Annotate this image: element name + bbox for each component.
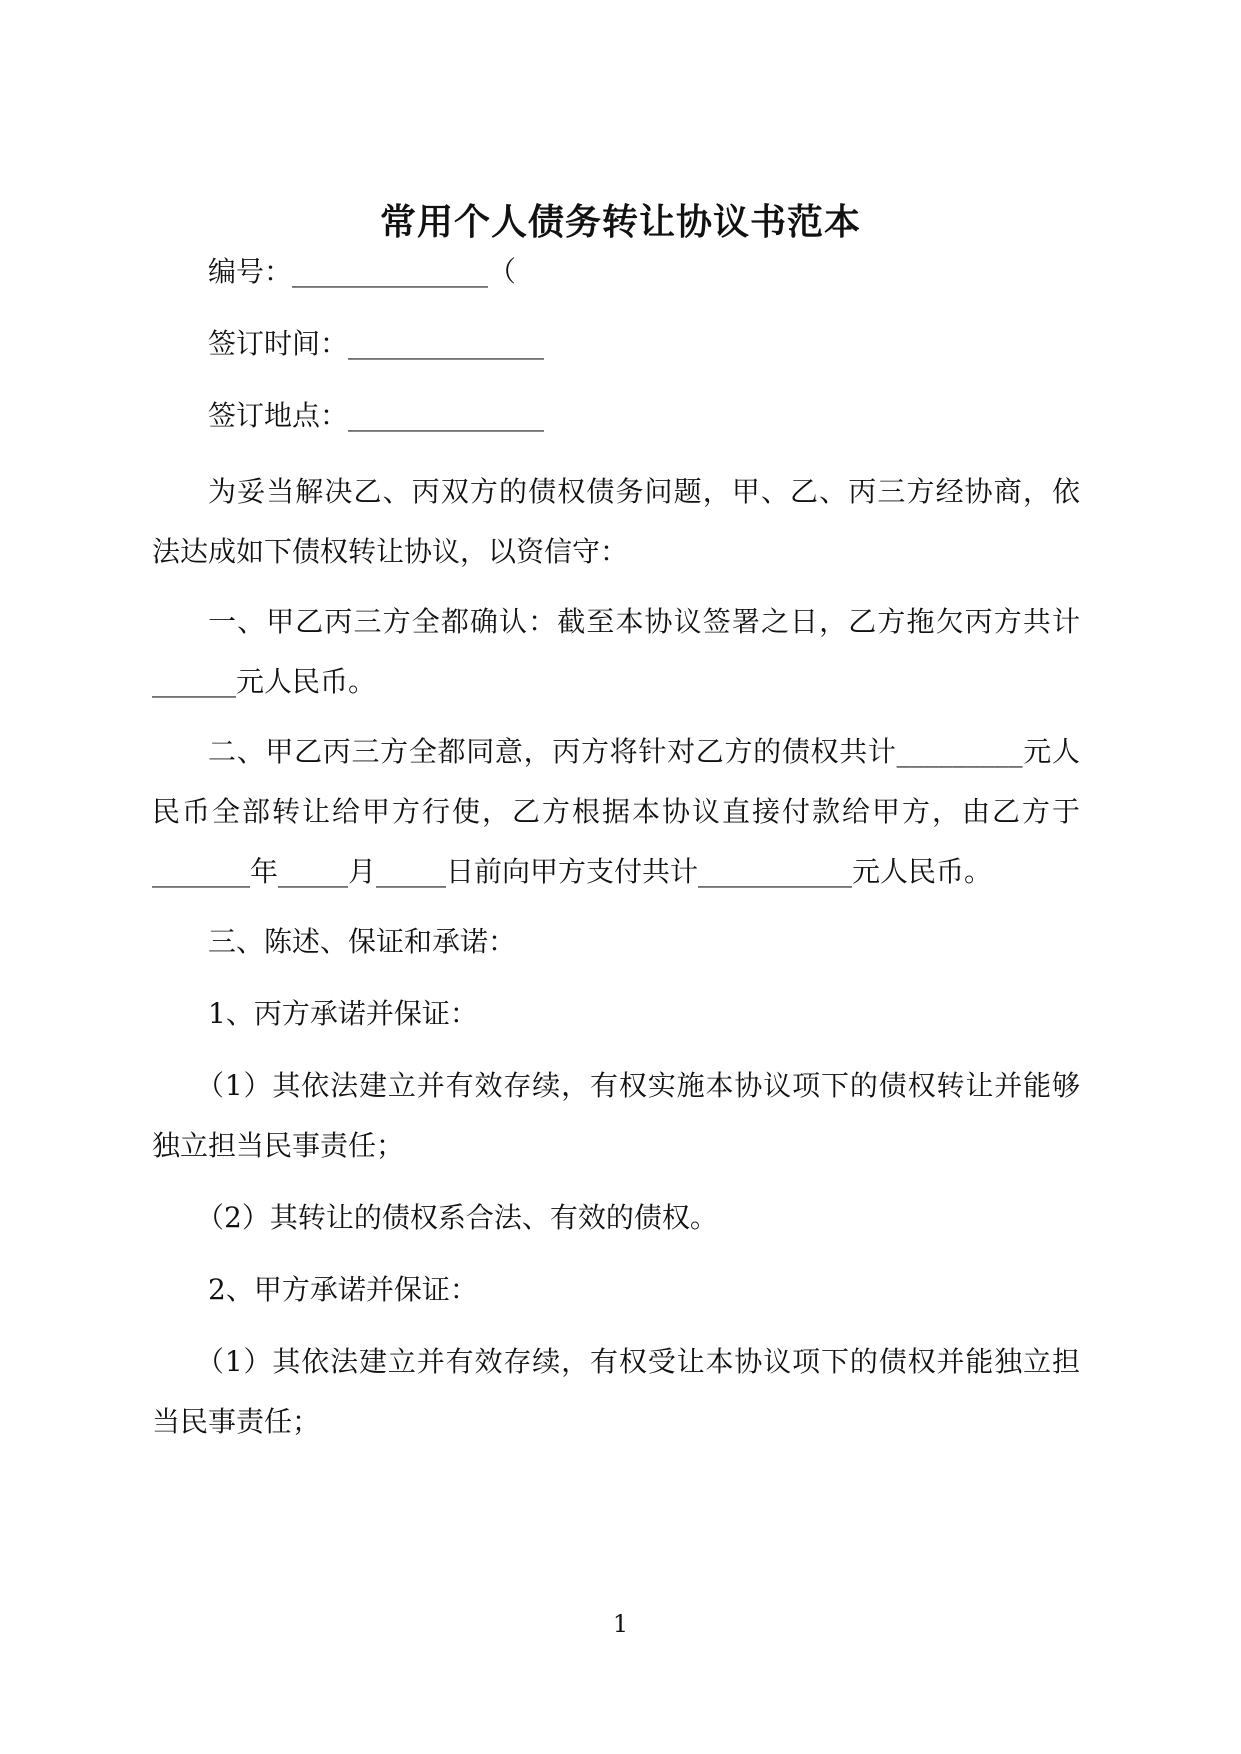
clause-1-line-1: 一、甲乙丙三方全都确认：截至本协议签署之日，乙方拖欠丙方共计 [208,605,1080,638]
clause-2-line-3: _______年_____月_____日前向甲方支付共计___________元人民币。 [152,855,993,888]
clause-3-1-item-1-line-2: 独立担当民事责任； [152,1129,405,1162]
clause-2-line-2: 民币全部转让给甲方行使，乙方根据本协议直接付款给甲方，由乙方于 [152,795,1080,828]
signing-time-field: 签订时间：______________ [208,327,545,360]
document-title: 常用个人债务转让协议书范本 [379,201,861,243]
signing-place-field: 签订地点：______________ [208,399,545,432]
clause-1-line-2: ______元人民币。 [152,665,377,698]
clause-3-2-heading: 2、甲方承诺并保证： [208,1273,478,1306]
clause-3-1-item-1-line-1: （1）其依法建立并有效存续，有权实施本协议项下的债权转让并能够 [196,1069,1080,1102]
clause-3-heading: 三、陈述、保证和承诺： [208,925,517,958]
preamble-line-2: 法达成如下债权转让协议，以资信守： [152,535,629,568]
clause-3-2-item-1-line-2: 当民事责任； [152,1405,321,1438]
contract-number-field: 编号：______________（ [208,255,517,288]
page-number: 1 [612,1610,629,1638]
clause-3-1-heading: 1、丙方承诺并保证： [208,997,478,1030]
clause-2-line-1: 二、甲乙丙三方全都同意，丙方将针对乙方的债权共计_________元人 [208,735,1080,768]
clause-3-2-item-1-line-1: （1）其依法建立并有效存续，有权受让本协议项下的债权并能独立担 [196,1345,1080,1378]
preamble-line-1: 为妥当解决乙、丙双方的债权债务问题，甲、乙、丙三方经协商，依 [208,475,1080,508]
clause-3-1-item-2: （2）其转让的债权系合法、有效的债权。 [196,1201,718,1234]
